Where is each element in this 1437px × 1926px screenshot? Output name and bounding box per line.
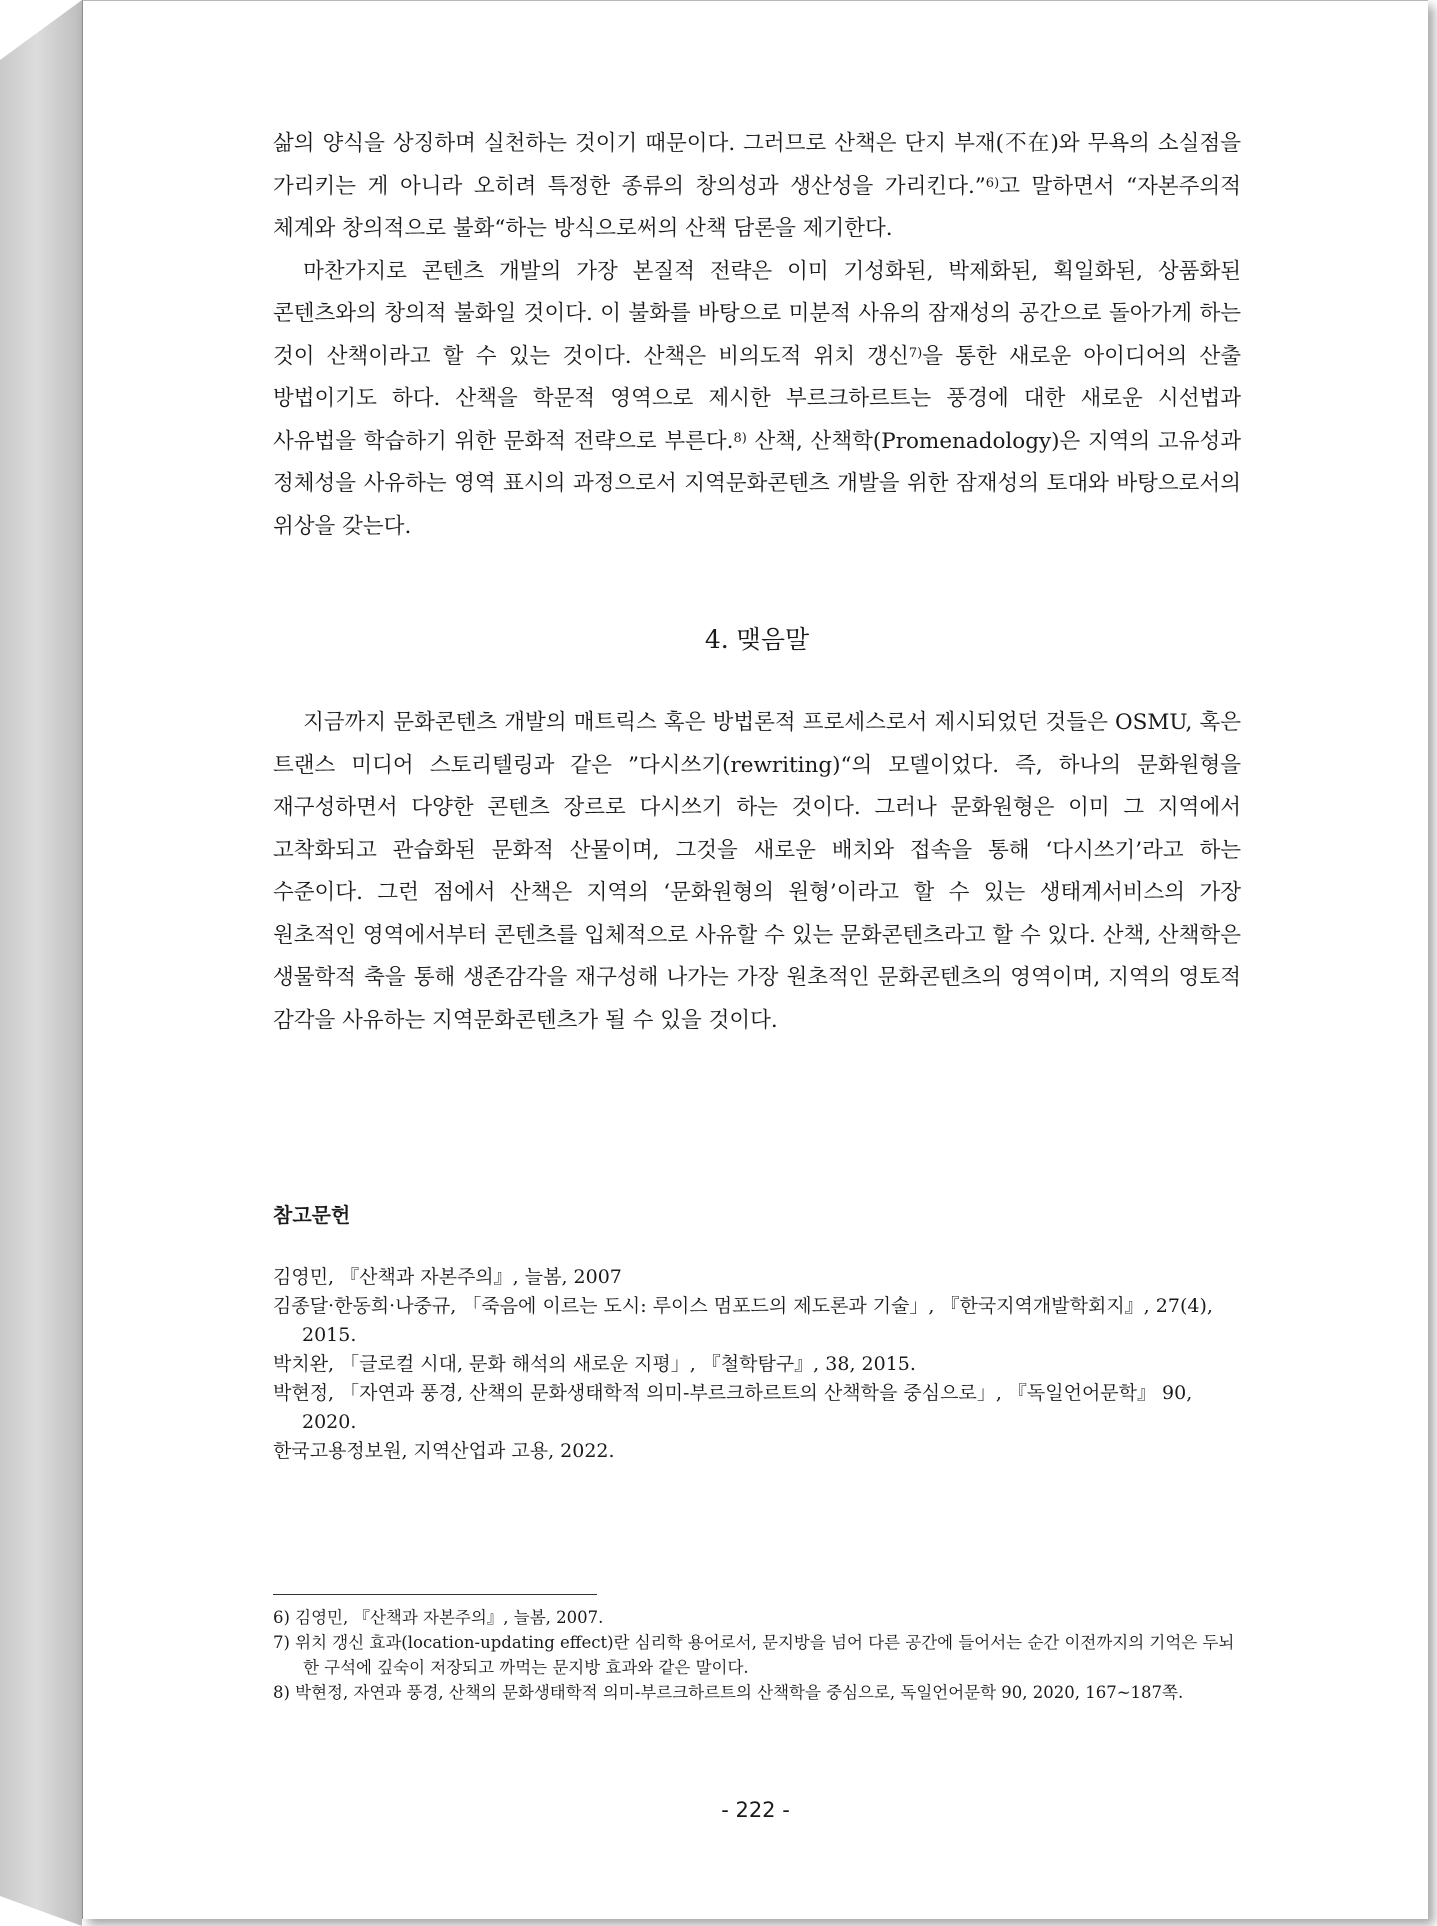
footnote-ref-7[interactable]: 7) <box>908 345 923 361</box>
spine-bottom-corner <box>0 1896 82 1926</box>
body-text: 마찬가지로 콘텐츠 개발의 가장 본질적 전략은 이미 기성화된, 박제화된, 획일화된, 상품화된 콘텐츠와의 창의적 불화일 것이다. 이 불화를 바탕으로 미분적 사유의 잠재성의 공간으로 돌아가게 하는 것이 산책이라고 할 수 있는 것이다. 산책은 비의도적 위치 갱신 <box>273 258 1241 369</box>
page-number: - 222 - <box>721 1798 790 1822</box>
body-text: 을 통한 새로운 아이디어의 산출 방법이기도 하다. 산책을 학문적 영역으로 제시한 부르크하르트는 풍경에 대한 새로운 시선법과 사유법을 학습하기 위한 문화적 전략으로 부른다. <box>273 343 1241 454</box>
document-page <box>82 0 1428 1919</box>
section-heading: 4. 맺음말 <box>704 625 810 654</box>
footnote-divider <box>273 1594 597 1595</box>
footnote-ref-8[interactable]: 8) <box>733 430 747 446</box>
body-text: 삶의 양식을 상징하며 실천하는 것이기 때문이다. 그러므로 산책은 단지 부재(不在)와 무욕의 소실점을 가리키는 게 아니라 오히려 특정한 종류의 창의성과 생산성을 가리킨다.” <box>273 131 1241 199</box>
reference-item: 김영민, 『산책과 자본주의』, 늘봄, 2007 <box>273 1265 622 1288</box>
body-paragraph-1 <box>273 123 1241 251</box>
footnotes <box>273 1605 1241 1705</box>
body-paragraph-2 <box>273 251 1241 549</box>
references-title: 참고문헌 <box>273 1203 351 1227</box>
spine-top-corner <box>0 0 82 60</box>
conclusion-paragraph: 지금까지 문화콘텐츠 개발의 매트릭스 혹은 방법론적 프로세스로서 제시되었던 것들은 OSMU, 혹은 트랜스 미디어 스토리텔링과 같은 ”다시쓰기(rewriting)“의 모델이었다. 즉, 하나의 문화원형을 재구성하면서 다양한 콘텐츠 장르로 다시쓰기 하는 것이다. 그러나 문화원형은 이미 그 지역에서 고착화되고 관습화된 문화적 산물이며, 그것을 새로운 배치와 접속을 통해 ‘다시쓰기’라고 하는 수준이다. 그런 점에서 산책은 지역의 ‘문화원형의 원형’이라고 할 수 있는 생태계서비스의 가장 원초적인 영역에서부터 콘텐츠를 입체적으로 사유할 수 있는 문화콘텐츠라고 할 수 있다. 산책, 산책학은 생물학적 축을 통해 생존감각을 재구성해 나가는 가장 원초적인 문화콘텐츠의 영역이며, 지역의 영토적 감각을 사유하는 지역문화콘텐츠가 될 수 있을 것이다. <box>273 710 1241 1033</box>
references-list <box>273 1263 1241 1466</box>
reference-item: 박치완, 「글로컬 시대, 문화 해석의 새로운 지평」, 『철학탐구』, 38, 2015. <box>273 1352 916 1375</box>
body-text: 고 말하면서 “자본주의적 체계와 창의적으로 불화“하는 방식으로써의 산책 담론을 제기한다. <box>273 173 1241 241</box>
footnote-6: 6) 김영민, 『산책과 자본주의』, 늘봄, 2007. <box>273 1608 604 1627</box>
book-spine-edge <box>0 0 82 1926</box>
reference-item: 한국고용정보원, 지역산업과 고용, 2022. <box>273 1439 615 1462</box>
footnote-ref-6[interactable]: 6) <box>985 175 1000 191</box>
reference-item: 박현정, 「자연과 풍경, 산책의 문화생태학적 의미-부르크하르트의 산책학을 중심으로」, 『독일언어문학』 90, 2020. <box>273 1381 1193 1433</box>
body-text: 산책, 산책학(Promenadology)은 지역의 고유성과 정체성을 사유하는 영역 표시의 과정으로서 지역문화콘텐츠 개발을 위한 잠재성의 토대와 바탕으로서의 위상을 갖는다. <box>273 428 1241 539</box>
footnote-8: 8) 박현정, 자연과 풍경, 산책의 문화생태학적 의미-부르크하르트의 산책학을 중심으로, 독일언어문학 90, 2020, 167~187쪽. <box>273 1683 1184 1702</box>
footnote-7: 7) 위치 갱신 효과(location-updating effect)란 심리학 용어로서, 문지방을 넘어 다른 공간에 들어서는 순간 이전까지의 기억은 두뇌 한 구석에 깊숙이 저장되고 까먹는 문지방 효과와 같은 말이다. <box>273 1633 1235 1677</box>
reference-item: 김종달·한동희·나중규, 「죽음에 이르는 도시: 루이스 멈포드의 제도론과 기술」, 『한국지역개발학회지』, 27(4), 2015. <box>273 1294 1213 1346</box>
page-content <box>273 123 1241 1466</box>
